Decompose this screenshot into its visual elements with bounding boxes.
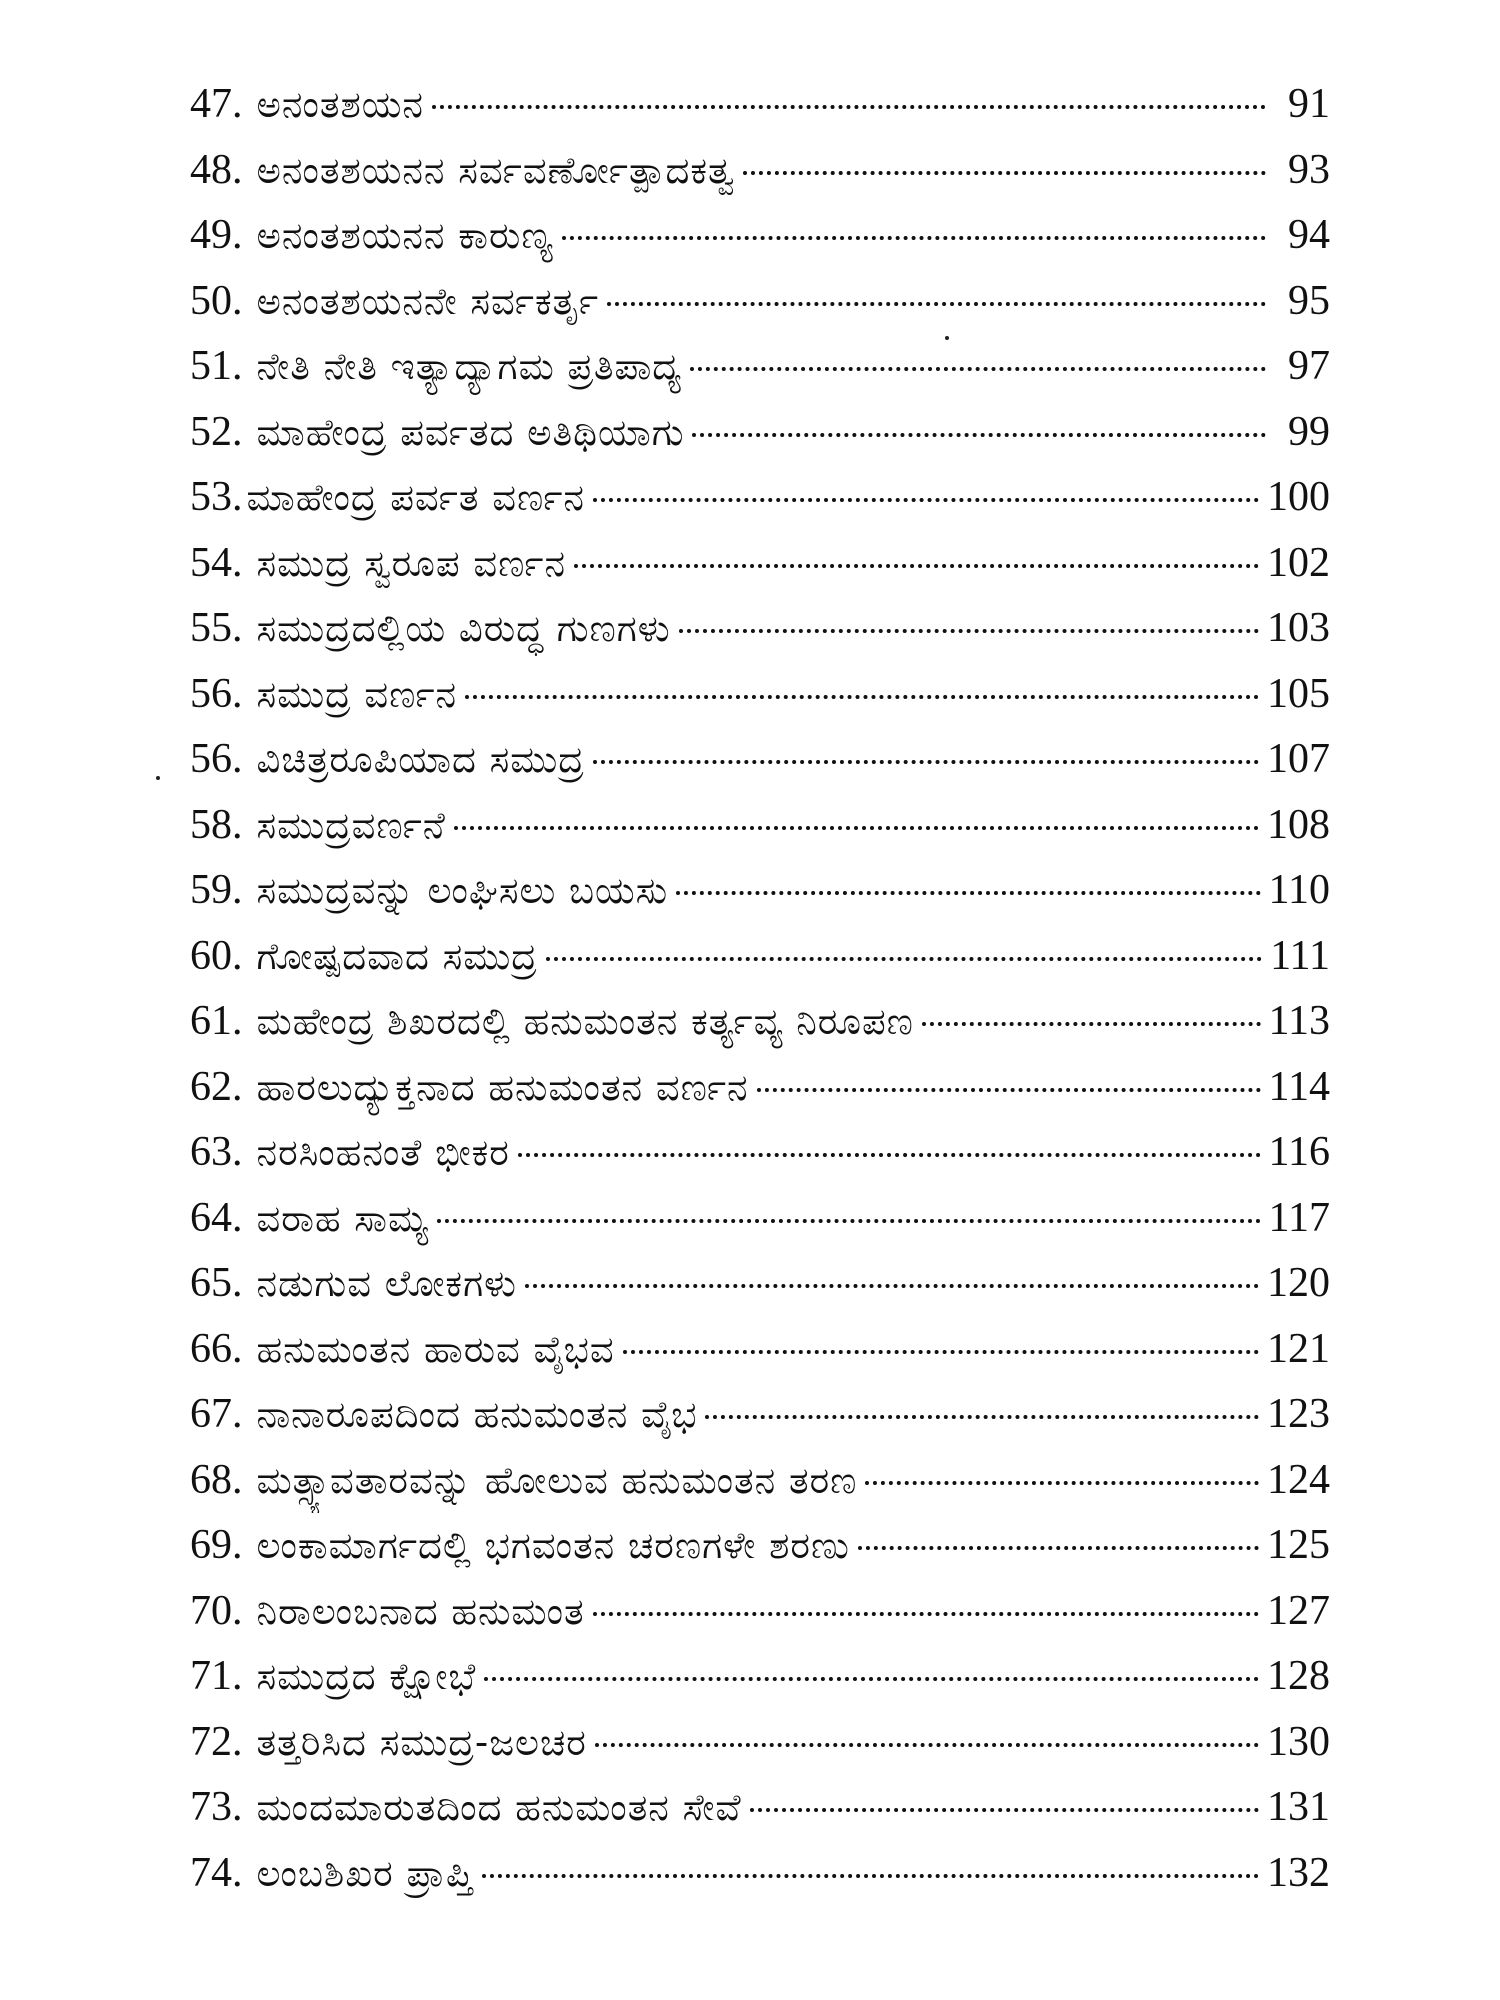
- entry-page-number: 108: [1267, 801, 1330, 848]
- entry-title: ಲಂಕಾಮಾರ್ಗದಲ್ಲಿ ಭಗವಂತನ ಚರಣಗಳೇ ಶರಣು: [256, 1524, 850, 1567]
- table-of-contents: [190, 72, 1330, 1906]
- entry-title: ಹನುಮಂತನ ಹಾರುವ ವೈಭವ: [256, 1327, 615, 1371]
- entry-title: ಅನಂತಶಯನನ ಸರ್ವವರ್ಣೋತ್ಪಾದಕತ್ವ: [256, 148, 736, 192]
- entry-title: ವರಾಹ ಸಾಮ್ಯ: [256, 1196, 430, 1240]
- toc-entry: [190, 531, 1330, 597]
- toc-entry: [190, 203, 1330, 269]
- entry-number: 48.: [190, 146, 243, 193]
- toc-entry: [190, 662, 1330, 728]
- entry-page-number: 95: [1288, 277, 1330, 324]
- dot-leader: [623, 1350, 1259, 1354]
- dot-leader: [593, 760, 1259, 764]
- dot-leader: [525, 1284, 1259, 1288]
- toc-entry: [190, 858, 1330, 924]
- toc-entry: [190, 138, 1330, 204]
- toc-entry: [190, 1448, 1330, 1514]
- dot-leader: [743, 171, 1266, 175]
- toc-entry: [190, 1251, 1330, 1317]
- dot-leader: [750, 1808, 1259, 1812]
- entry-number: 51.: [190, 343, 243, 389]
- entry-page-number: 103: [1267, 605, 1330, 651]
- entry-number: 63.: [190, 1129, 243, 1175]
- dot-leader: [454, 826, 1259, 830]
- entry-page-number: 114: [1268, 1063, 1330, 1110]
- entry-number: 56.: [190, 670, 243, 717]
- entry-title: ವಿಚಿತ್ರರೂಪಿಯಾದ ಸಮುದ್ರ: [256, 738, 585, 781]
- entry-number: 73.: [190, 1784, 243, 1830]
- entry-page-number: 99: [1288, 408, 1330, 455]
- entry-page-number: 107: [1267, 736, 1330, 782]
- entry-number: 49.: [190, 212, 243, 258]
- toc-entry: [190, 1775, 1330, 1841]
- dot-leader: [757, 1088, 1261, 1092]
- dot-leader: [562, 236, 1266, 240]
- dot-leader: [465, 695, 1259, 699]
- entry-page-number: 125: [1267, 1522, 1330, 1568]
- entry-page-number: 97: [1288, 343, 1330, 389]
- entry-title: ನಾನಾರೂಪದಿಂದ ಹನುಮಂತನ ವೈಭ: [256, 1393, 698, 1436]
- scan-speck: [945, 336, 949, 340]
- dot-leader: [865, 1481, 1259, 1485]
- entry-title: ಸಮುದ್ರ ಸ್ವರೂಪ ವರ್ಣನ: [256, 541, 567, 585]
- entry-number: 58.: [190, 801, 243, 848]
- entry-title: ಗೋಷ್ಪದವಾದ ಸಮುದ್ರ: [256, 934, 538, 978]
- toc-entry: [190, 793, 1330, 859]
- toc-entry: [190, 1382, 1330, 1448]
- dot-leader: [518, 1153, 1261, 1157]
- toc-entry: [190, 1644, 1330, 1710]
- entry-page-number: 111: [1270, 932, 1330, 979]
- toc-entry: [190, 1120, 1330, 1186]
- entry-number: 47.: [190, 81, 243, 127]
- entry-number: 59.: [190, 867, 243, 913]
- entry-title: ಮಹೇಂದ್ರ ಶಿಖರದಲ್ಲಿ ಹನುಮಂತನ ಕರ್ತ್ಯವ್ಯ ನಿರೂಪಣ: [256, 1000, 914, 1043]
- entry-title: ನೇತಿ ನೇತಿ ಇತ್ಯಾದ್ಯಾಗಮ ಪ್ರತಿಪಾದ್ಯ: [256, 345, 683, 388]
- entry-title: ಮಾಹೇಂದ್ರ ಪರ್ವತದ ಅತಿಥಿಯಾಗು: [256, 410, 685, 454]
- entry-number: 55.: [190, 605, 243, 651]
- entry-page-number: 121: [1267, 1325, 1330, 1372]
- entry-number: 69.: [190, 1522, 243, 1568]
- entry-page-number: 102: [1267, 539, 1330, 586]
- toc-entry: [190, 1841, 1330, 1907]
- dot-leader: [593, 1612, 1259, 1616]
- toc-entry: [190, 465, 1330, 531]
- entry-title: ಸಮುದ್ರವರ್ಣನೆ: [256, 803, 446, 847]
- entry-page-number: 124: [1267, 1456, 1330, 1503]
- entry-title: ಅನಂತಶಯನನೇ ಸರ್ವಕರ್ತೃ: [256, 279, 600, 323]
- entry-title: ಮಾಹೇಂದ್ರ ಪರ್ವತ ವರ್ಣನ: [246, 476, 585, 519]
- toc-entry: [190, 1055, 1330, 1121]
- entry-title: ಅನಂತಶಯನನ ಕಾರುಣ್ಯ: [256, 214, 554, 257]
- entry-page-number: 117: [1268, 1194, 1330, 1241]
- toc-entry: [190, 1186, 1330, 1252]
- entry-title: ನಡುಗುವ ಲೋಕಗಳು: [256, 1262, 517, 1305]
- entry-number: 66.: [190, 1325, 243, 1372]
- entry-page-number: 123: [1267, 1391, 1330, 1437]
- entry-title: ಸಮುದ್ರವನ್ನು ಲಂಘಿಸಲು ಬಯಸು: [256, 869, 669, 912]
- toc-entry: [190, 400, 1330, 466]
- entry-page-number: 94: [1288, 212, 1330, 258]
- toc-entry: [190, 1579, 1330, 1645]
- entry-title: ಲಂಬಶಿಖರ ಪ್ರಾಪ್ತಿ: [256, 1851, 474, 1895]
- toc-entry: [190, 924, 1330, 990]
- entry-page-number: 113: [1268, 998, 1330, 1044]
- dot-leader: [593, 498, 1259, 502]
- entry-number: 64.: [190, 1194, 243, 1241]
- toc-entry: [190, 727, 1330, 793]
- entry-number: 67.: [190, 1391, 243, 1437]
- entry-number: 65.: [190, 1260, 243, 1306]
- entry-title: ಅನಂತಶಯನ: [256, 83, 424, 126]
- entry-title: ಸಮುದ್ರದಲ್ಲಿಯ ವಿರುದ್ಧ ಗುಣಗಳು: [256, 607, 671, 650]
- toc-entry: [190, 596, 1330, 662]
- dot-leader: [437, 1219, 1260, 1223]
- dot-leader: [574, 564, 1259, 568]
- dot-leader: [595, 1743, 1259, 1747]
- toc-entry: [190, 334, 1330, 400]
- entry-title: ಮತ್ಸ್ಯಾವತಾರವನ್ನು ಹೋಲುವ ಹನುಮಂತನ ತರಣ: [256, 1458, 858, 1502]
- entry-page-number: 116: [1268, 1129, 1330, 1175]
- entry-page-number: 127: [1267, 1587, 1330, 1634]
- entry-number: 61.: [190, 998, 243, 1044]
- dot-leader: [432, 105, 1266, 109]
- toc-entry: [190, 1513, 1330, 1579]
- entry-number: 60.: [190, 932, 243, 979]
- dot-leader: [705, 1415, 1259, 1419]
- entry-number: 68.: [190, 1456, 243, 1503]
- entry-number: 53.: [190, 474, 243, 520]
- toc-entry: [190, 989, 1330, 1055]
- entry-page-number: 91: [1288, 81, 1330, 127]
- dot-leader: [607, 302, 1266, 306]
- dot-leader: [484, 1677, 1259, 1681]
- entry-number: 70.: [190, 1587, 243, 1634]
- entry-title: ಸಮುದ್ರ ವರ್ಣನ: [256, 672, 458, 716]
- toc-entry: [190, 1710, 1330, 1776]
- toc-entry: [190, 269, 1330, 335]
- entry-number: 72.: [190, 1718, 243, 1765]
- entry-title: ಸಮುದ್ರದ ಕ್ಷೋಭೆ: [256, 1655, 477, 1698]
- entry-page-number: 131: [1267, 1784, 1330, 1830]
- entry-number: 71.: [190, 1653, 243, 1699]
- dot-leader: [690, 367, 1266, 371]
- dot-leader: [692, 433, 1266, 437]
- entry-page-number: 110: [1268, 867, 1330, 913]
- entry-page-number: 105: [1267, 670, 1330, 717]
- entry-page-number: 128: [1267, 1653, 1330, 1699]
- entry-page-number: 120: [1267, 1260, 1330, 1306]
- dot-leader: [676, 891, 1260, 895]
- entry-page-number: 132: [1267, 1849, 1330, 1896]
- dot-leader: [858, 1546, 1259, 1550]
- entry-number: 50.: [190, 277, 243, 324]
- entry-number: 62.: [190, 1063, 243, 1110]
- entry-title: ನರಸಿಂಹನಂತೆ ಭೀಕರ: [256, 1131, 510, 1174]
- entry-number: 52.: [190, 408, 243, 455]
- entry-page-number: 130: [1267, 1718, 1330, 1765]
- dot-leader: [679, 629, 1259, 633]
- entry-title: ಹಾರಲುದ್ಯುಕ್ತನಾದ ಹನುಮಂತನ ವರ್ಣನ: [256, 1065, 749, 1109]
- entry-number: 56.: [190, 736, 243, 782]
- toc-entry: [190, 1317, 1330, 1383]
- entry-number: 74.: [190, 1849, 243, 1896]
- entry-title: ತತ್ತರಿಸಿದ ಸಮುದ್ರ-ಜಲಚರ: [256, 1720, 587, 1764]
- toc-entry: [190, 72, 1330, 138]
- dot-leader: [922, 1022, 1261, 1026]
- scan-speck: [156, 776, 160, 780]
- dot-leader: [482, 1874, 1259, 1878]
- entry-page-number: 100: [1267, 474, 1330, 520]
- entry-number: 54.: [190, 539, 243, 586]
- entry-page-number: 93: [1288, 146, 1330, 193]
- dot-leader: [546, 957, 1262, 961]
- entry-title: ನಿರಾಲಂಬನಾದ ಹನುಮಂತ: [256, 1589, 585, 1633]
- entry-title: ಮಂದಮಾರುತದಿಂದ ಹನುಮಂತನ ಸೇವೆ: [256, 1786, 742, 1829]
